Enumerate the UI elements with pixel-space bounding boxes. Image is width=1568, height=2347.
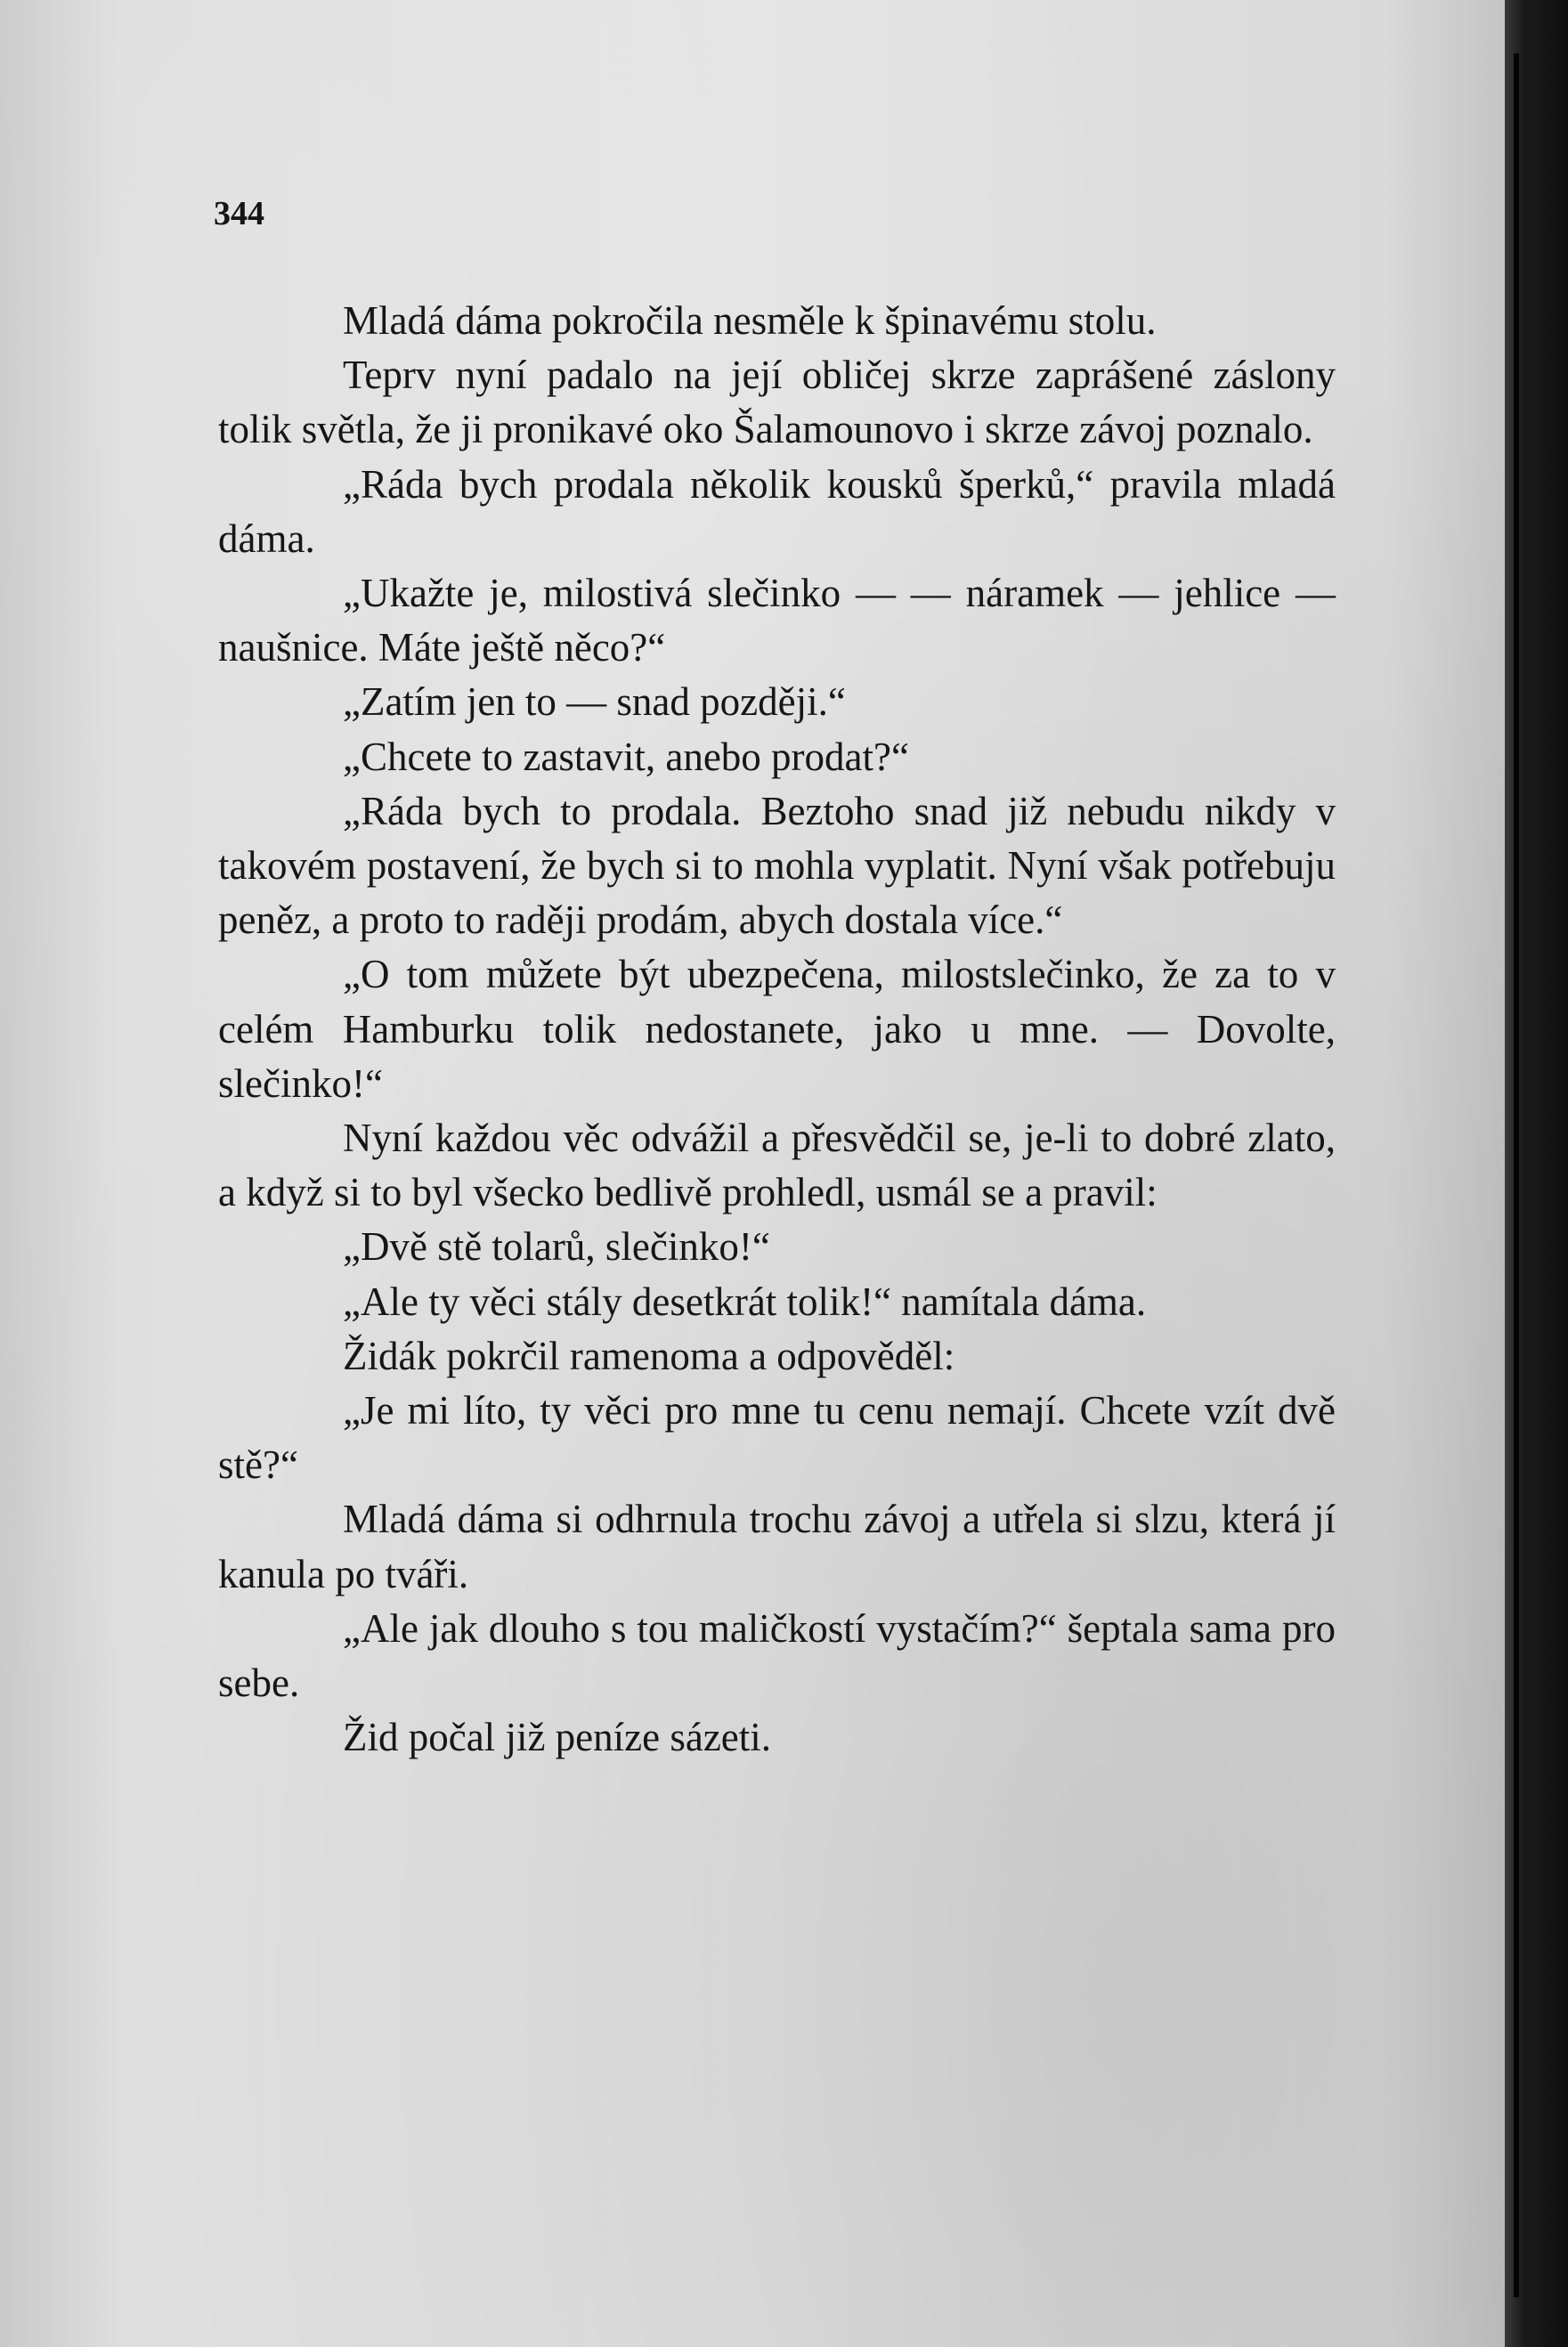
page-number: 344 bbox=[214, 195, 264, 232]
paragraph: „Ale jak dlouho s tou maličkostí vystačím?“ šeptala sama pro sebe. bbox=[218, 1605, 1336, 1706]
paragraph: Mladá dáma pokročila nesměle k špinavému stolu. bbox=[343, 298, 1157, 343]
paragraph: „Chcete to zastavit, anebo prodat?“ bbox=[343, 734, 909, 779]
paragraph: Teprv nyní padalo na její obličej skrze zaprášené záslony tolik světla, že ji pronikavé oko Šalamounovo i skrze závoj poznalo. bbox=[218, 353, 1336, 452]
paragraph: Mladá dáma si odhrnula trochu závoj a utřela si slzu, která jí kanula po tváři. bbox=[218, 1497, 1336, 1596]
paragraph: „Je mi líto, ty věci pro mne tu cenu nemají. Chcete vzít dvě stě?“ bbox=[218, 1388, 1336, 1488]
paragraph: „O tom můžete být ubezpečena, milostslečinko, že za to v celém Hamburku tolik nedostanete, jako u mne. — Dovolte, slečinko!“ bbox=[218, 952, 1336, 1106]
paragraph: „Zatím jen to — snad později.“ bbox=[343, 679, 846, 725]
paragraph: „Ukažte je, milostivá slečinko — — náramek — jehlice — naušnice. Máte ještě něco?“ bbox=[218, 571, 1336, 670]
paragraph: Židák pokrčil ramenoma a odpověděl: bbox=[343, 1333, 955, 1378]
paragraph: „Ale ty věci stály desetkrát tolik!“ namítala dáma. bbox=[343, 1279, 1147, 1324]
paragraph: „Ráda bych to prodala. Beztoho snad již nebudu nikdy v takovém postavení, že bych si to mohla vyplatit. Nyní však potřebuju peněz, a proto to raději prodám, abych dostala více.“ bbox=[218, 788, 1336, 943]
paragraph: Nyní každou věc odvážil a přesvědčil se, je-li to dobré zlato, a když si to byl všecko bedlivě prohledl, usmál se a pravil: bbox=[218, 1116, 1336, 1215]
scan-edge-line bbox=[1514, 53, 1519, 2297]
body-text bbox=[218, 294, 1336, 1765]
paragraph: Žid počal již peníze sázeti. bbox=[343, 1715, 772, 1760]
paragraph: „Ráda bych prodala několik kousků šperků,“ pravila mladá dáma. bbox=[218, 461, 1336, 561]
paragraph: „Dvě stě tolarů, slečinko!“ bbox=[343, 1224, 770, 1270]
